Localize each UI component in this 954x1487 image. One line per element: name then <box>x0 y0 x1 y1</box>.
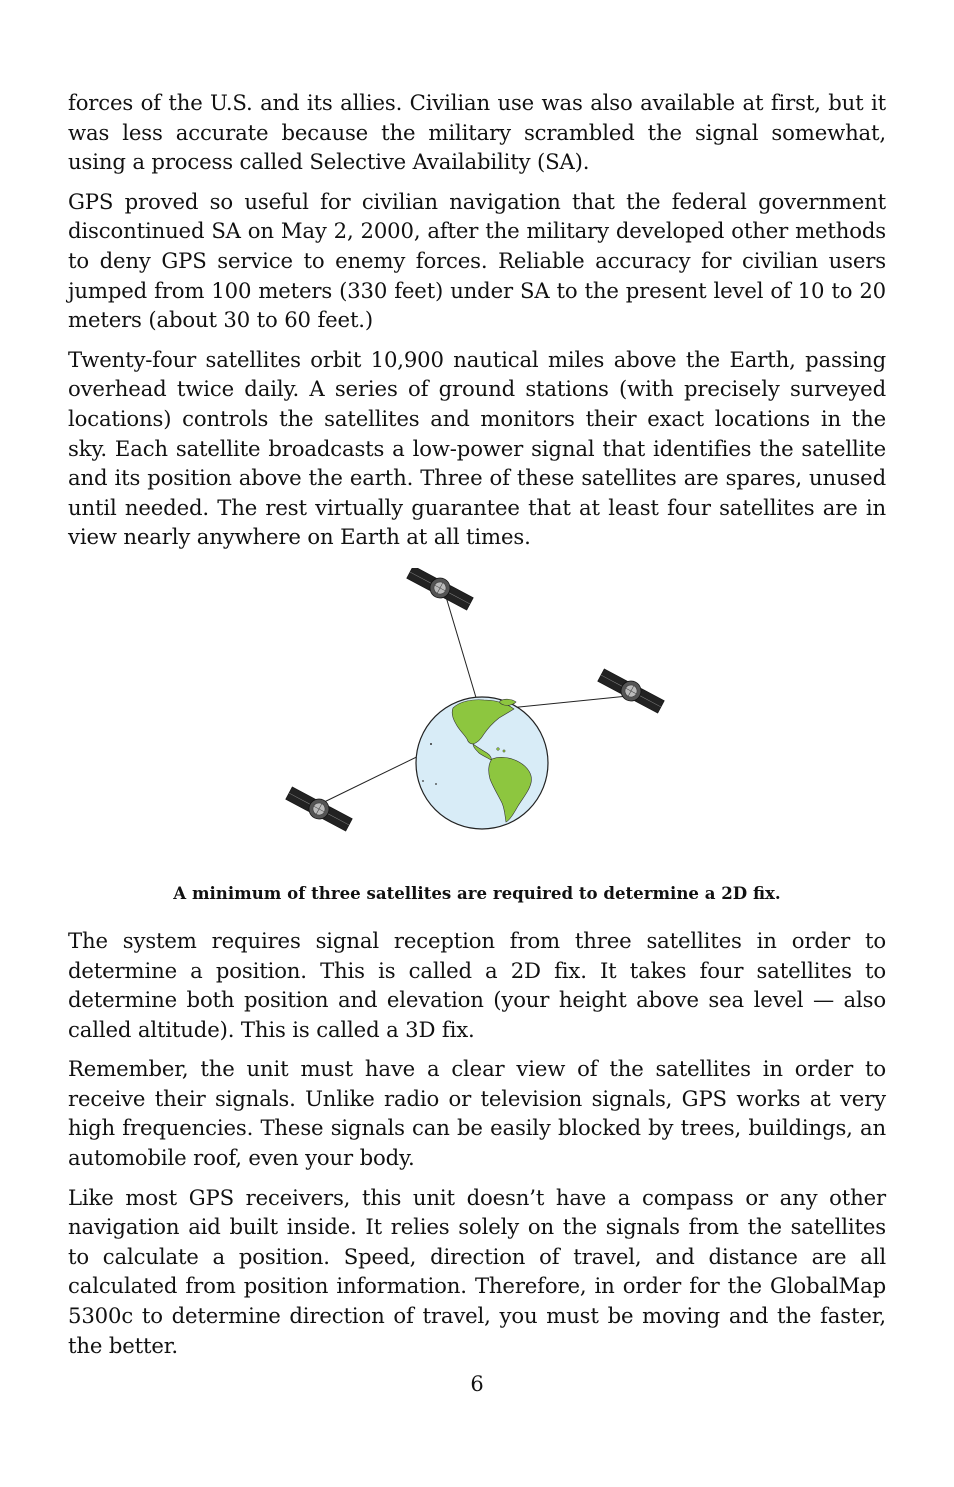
paragraph-sa-discontinued: GPS proved so useful for civilian navigation that the federal government discontinued SA on May 2, 2000, after the military developed other methods to deny GPS service to enemy forces. Reliable accuracy for civilian users jumped from 100 meters (330 feet) under SA to the present level of 10 to 20 meters (about 30 to 60 feet.) <box>68 188 886 333</box>
paragraph-satellite-orbit: Twenty-four satellites orbit 10,900 nautical miles above the Earth, passing overhead twice daily. A series of ground stations (with precisely surveyed locations) controls the satellites and monitors their exact locations in the sky. Each satellite broadcasts a low-power signal that identifies the satellite and its position above the earth. Three of these satellites are spares, unused until needed. The rest virtually guarantee that at least four satellites are in view nearly anywhere on Earth at all times. <box>68 346 886 550</box>
satellite-right <box>596 666 665 716</box>
satellite-figure <box>68 568 886 868</box>
earth-globe <box>416 697 548 829</box>
figure-caption: A minimum of three satellites are required to determine a 2D fix. <box>173 882 781 903</box>
paragraph-sa-intro: forces of the U.S. and its allies. Civilian use was also available at first, but it was less accurate because the military scrambled the signal somewhat, using a process called Selective Availability (SA). <box>68 90 886 175</box>
page-number: 6 <box>470 1372 484 1396</box>
satellite-top <box>405 568 474 613</box>
paragraph-2d-3d-fix: The system requires signal reception from three satellites in order to determine a position. This is called a 2D fix. It takes four satellites to determine both position and elevation (your height above sea level — also called altitude). This is called a 3D fix. <box>68 927 886 1042</box>
satellite-left <box>284 784 353 834</box>
paragraph-clear-view: Remember, the unit must have a clear view of the satellites in order to receive their signals. Unlike radio or television signals, GPS works at very high frequencies. These signals can be easily blocked by trees, buildings, an automobile roof, even your body. <box>68 1056 886 1171</box>
satellite-diagram <box>68 568 886 838</box>
page-content <box>68 88 886 1370</box>
paragraph-no-compass: Like most GPS receivers, this unit doesn’t have a compass or any other navigation aid built inside. It relies solely on the signals from the satellites to calculate a position. Speed, direction of travel, and distance are all calculated from position information. Therefore, in order for the GlobalMap 5300c to determine direction of travel, you must be moving and the faster, the better. <box>68 1184 886 1358</box>
